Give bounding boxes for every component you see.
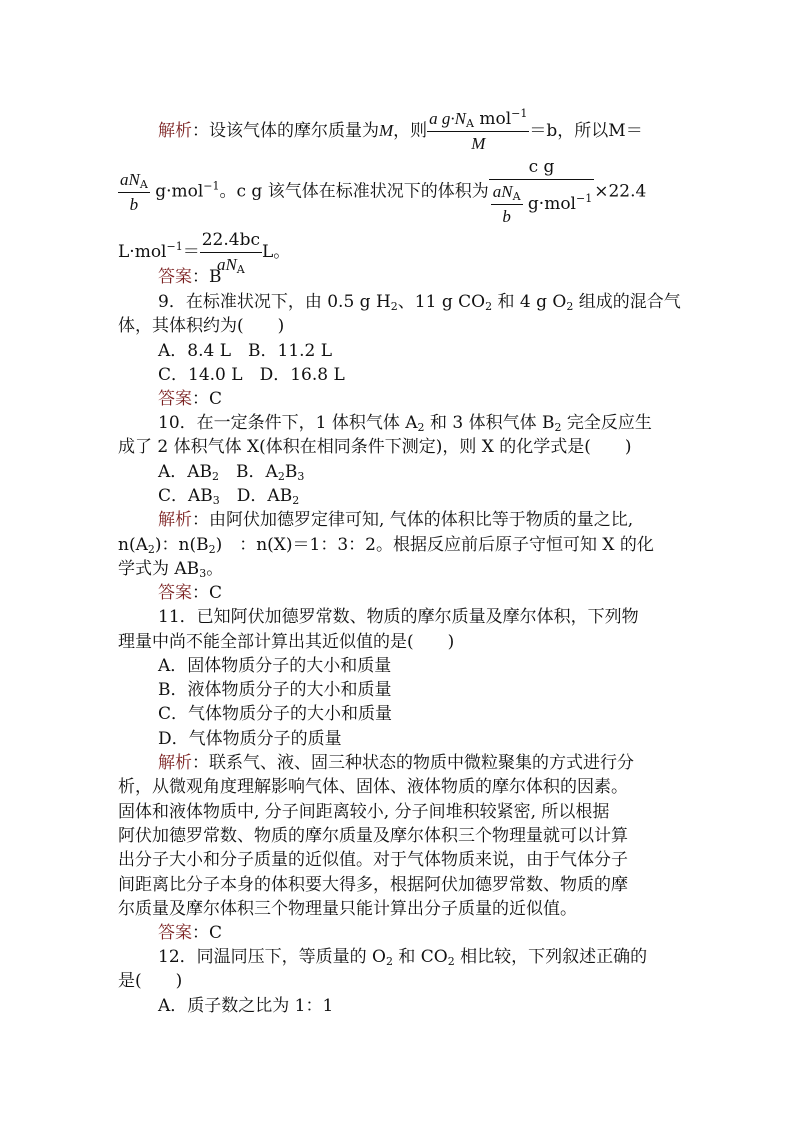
fraction-volume-result: $\frac{22.4bc}{aN_A}$ (201, 230, 260, 276)
fraction-volume: c g $\frac{aN_A}{b}$ g·mol$^{-1}$ (489, 155, 595, 229)
q11-option-c: C．气体物质分子的大小和质量 (158, 704, 393, 724)
q9-option-c: C．14.0 L (158, 365, 243, 385)
q10-stem-line2: 成了 2 体积气体 X(体积在相同条件下测定)，则 X 的化学式是( ) (118, 437, 632, 457)
q11-analysis-line7: 尔质量及摩尔体积三个物理量只能计算出分子质量的近似值。 (118, 899, 577, 919)
q12-stem-line1: 12．同温同压下，等质量的 $O_2$ 和 $CO_2$ 相比较，下列叙述正确的 (158, 947, 648, 968)
q9-options-cd (158, 363, 345, 387)
q10-option-b: B．$A_2B_3$ (236, 462, 305, 483)
q10-stem-line1: 10．在一定条件下，1 体积气体 $A_2$ 和 3 体积气体 $B_2$ 完全反应生 (158, 413, 652, 434)
q9-stem-line2: 体，其体积约为( ) (118, 316, 285, 336)
q10-answer: 答案：C (158, 583, 223, 603)
q9-options-ab (158, 339, 332, 363)
q10-option-a: A．$AB_2$ (158, 462, 220, 483)
fraction-molar-mass: $\frac{a g\cdot N_A mol^{-1}}{M}$ (429, 107, 528, 153)
q10-analysis-line2: $n(A_2)$：$n(B_2)$ ：n(X)＝1：3：2。根据反应前后原子守恒可知 X 的化 (118, 535, 654, 556)
q11-analysis-line4: 阿伏加德罗常数、物质的摩尔质量及摩尔体积三个物理量就可以计算 (118, 826, 628, 846)
q8-answer: 答案：B (158, 267, 222, 287)
q9-option-a: A．8.4 L (158, 341, 232, 361)
q11-answer: 答案：C (158, 923, 223, 943)
q11-option-b: B．液体物质分子的大小和质量 (158, 680, 392, 700)
q11-analysis-line6: 间距离比分子本身的体积要大得多，根据阿伏加德罗常数、物质的摩 (118, 875, 628, 895)
q10-analysis-line3: 学式为 $AB_3$。 (118, 559, 224, 580)
q11-stem-line2: 理量中尚不能全部计算出其近似值的是( ) (118, 632, 455, 652)
fraction-M-result: $\frac{aN_A}{b}$ (120, 169, 148, 214)
q11-option-a: A．固体物质分子的大小和质量 (158, 656, 392, 676)
q10-option-d: D．$AB_2$ (236, 486, 300, 507)
q10-options-ab (158, 460, 304, 484)
q9-answer: 答案：C (158, 389, 223, 409)
q11-analysis-line5: 出分子大小和分子质量的近似值。对于气体物质来说，由于气体分子 (118, 850, 628, 870)
q10-option-c: C．$AB_3$ (158, 486, 220, 507)
q11-analysis-line2: 析，从微观角度理解影响气体、固体、液体物质的摩尔体积的因素。 (118, 777, 628, 797)
q10-analysis-line1: 解析：由阿伏加德罗定律可知, 气体的体积比等于物质的量之比, (158, 510, 634, 530)
q11-analysis-line1: 解析：联系气、液、固三种状态的物质中微粒聚集的方式进行分 (158, 753, 634, 773)
q8-analysis-line2: $\frac{aN_A}{b}$ g·mol$^{-1}$。c g 该气体在标准状况下的体积为 c g $\frac{aN_A}{b}$ g·mol$^{-1}$ ×22.4 (118, 155, 646, 229)
q8-analysis-line1: 解析：设该气体的摩尔质量为M，则 $\frac{a g\cdot N_A mol^{-1}}{M}$ ＝b，所以M＝ (158, 107, 643, 156)
q9-stem-line1: 9．在标准状况下，由 0.5 g $H_2$、11 g $CO_2$ 和 4 g $O_2$ 组成的混合气 (158, 292, 681, 313)
q8-analysis-line3: L·mol$^{-1}$＝ $\frac{22.4bc}{aN_A}$ L。 (118, 230, 291, 276)
q9-option-d: D．16.8 L (259, 365, 345, 385)
q12-stem-line2: 是( ) (118, 971, 183, 991)
analysis-label: 解析 (158, 121, 192, 141)
q11-analysis-line3: 固体和液体物质中, 分子间距离较小, 分子间堆积较紧密, 所以根据 (118, 802, 610, 822)
q9-option-b: B．11.2 L (248, 341, 333, 361)
q12-option-a: A．质子数之比为 1：1 (158, 996, 334, 1016)
q11-option-d: D．气体物质分子的质量 (158, 729, 342, 749)
q10-options-cd (158, 484, 299, 508)
q11-stem-line1: 11．已知阿伏加德罗常数、物质的摩尔质量及摩尔体积，下列物 (158, 607, 639, 627)
